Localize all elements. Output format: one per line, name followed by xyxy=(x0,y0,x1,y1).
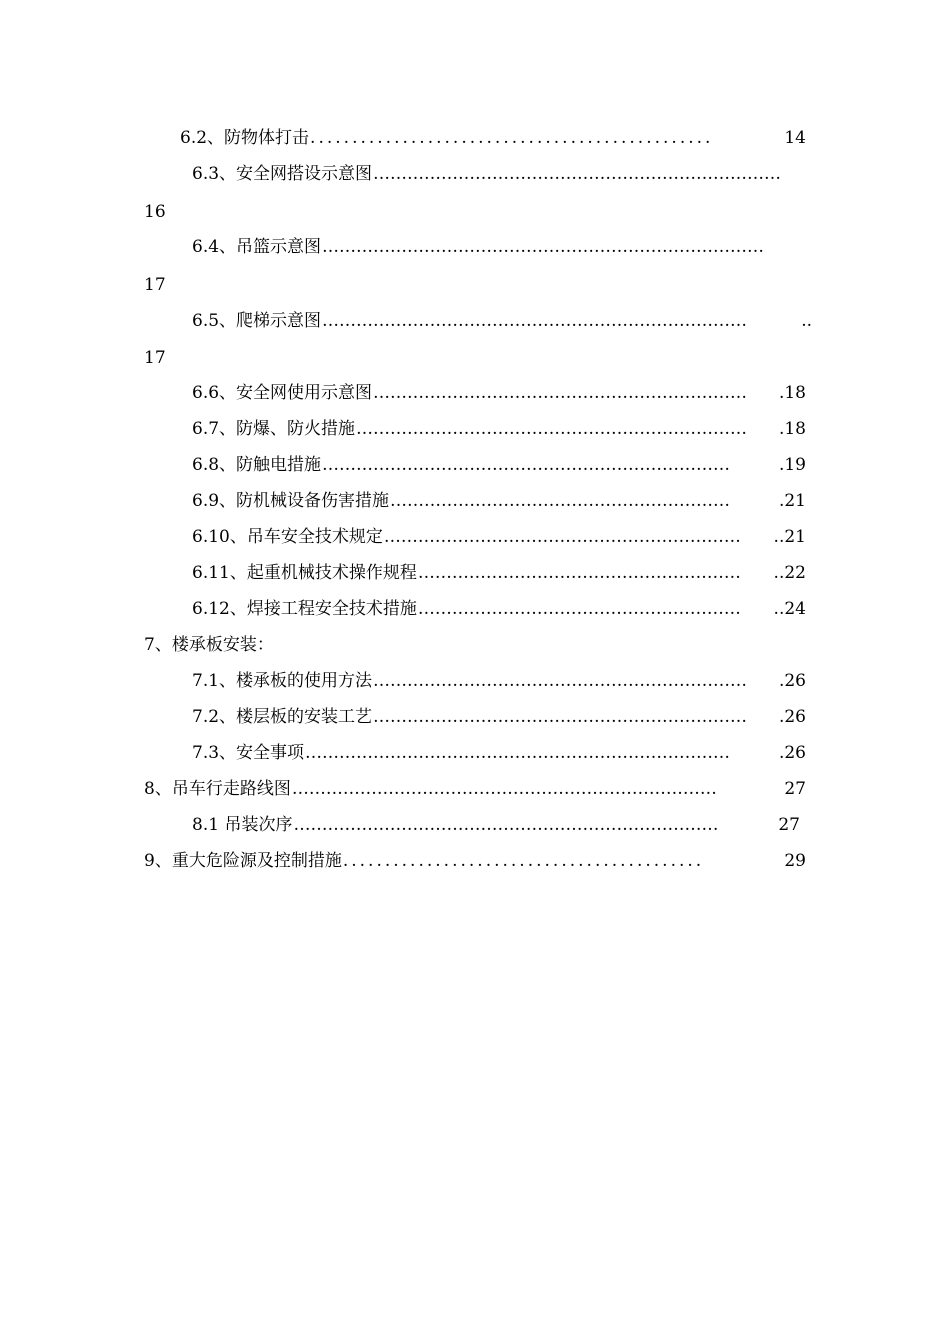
toc-leader: ………………………………………………… xyxy=(417,563,741,583)
toc-page-number: 14 xyxy=(784,128,806,148)
toc-title: 6.12、焊接工程安全技术措施 xyxy=(192,599,417,619)
toc-entry[interactable] xyxy=(192,670,806,692)
toc-title: 6.10、吊车安全技术规定 xyxy=(192,527,383,547)
toc-entry[interactable] xyxy=(144,778,806,800)
toc-entry[interactable] xyxy=(192,814,800,836)
toc-section-heading[interactable]: 7、楼承板安装： xyxy=(144,635,274,655)
toc-title: 6.5、爬梯示意图 xyxy=(192,311,322,331)
toc-entry[interactable] xyxy=(192,490,806,512)
toc-entry[interactable] xyxy=(192,418,806,440)
toc-leader: ……………………………………………………………… xyxy=(322,455,731,475)
toc-title: 6.4、吊篮示意图 xyxy=(192,237,322,257)
toc-title: 6.7、防爆、防火措施 xyxy=(192,419,356,439)
toc-entry[interactable] xyxy=(192,598,806,620)
toc-leader: ………………………………………………………… xyxy=(373,383,748,403)
toc-leader: ……………………………………………………………… xyxy=(373,164,782,184)
toc-leader: …………………………………………………………… xyxy=(356,419,748,439)
toc-title: 6.6、安全网使用示意图 xyxy=(192,383,373,403)
toc-page-number: .26 xyxy=(778,743,806,763)
toc-title: 7.1、楼承板的使用方法 xyxy=(192,671,373,691)
toc-leader: ………………………………………………… xyxy=(417,599,741,619)
toc-page-number: ..21 xyxy=(773,527,806,547)
toc-entry[interactable] xyxy=(192,526,806,548)
toc-leader: ………………………………………………………………… xyxy=(305,743,731,763)
toc-leader: ………………………………………………………………… xyxy=(293,815,719,835)
toc-leader: …………………………………………………… xyxy=(390,491,731,511)
toc-leader: ………………………………………………………………… xyxy=(291,779,717,799)
toc-page-number: .21 xyxy=(778,491,806,511)
toc-page-number: .26 xyxy=(778,707,806,727)
toc-leader: ……………………………………………………… xyxy=(383,527,741,547)
toc-page-number: ..22 xyxy=(773,563,806,583)
toc-title: 8、吊车行走路线图 xyxy=(144,779,291,799)
toc-page-number: .. xyxy=(801,311,812,331)
toc-page-number: 27 xyxy=(778,815,800,835)
toc-leader: ………………………………………………………… xyxy=(373,707,748,727)
toc-page-number: .18 xyxy=(778,419,806,439)
toc-entry[interactable] xyxy=(144,850,806,872)
toc-leader: ………………………………………………………………… xyxy=(322,311,748,331)
toc-page-number: .18 xyxy=(778,383,806,403)
toc-page-number: 17 xyxy=(144,348,166,368)
toc-title: 6.3、安全网搭设示意图 xyxy=(192,164,373,184)
toc-entry[interactable] xyxy=(192,382,806,404)
toc-title: 9、重大危险源及控制措施 xyxy=(144,851,342,871)
toc-page-number: .26 xyxy=(778,671,806,691)
toc-entry[interactable] xyxy=(180,127,806,149)
toc-page-number: 29 xyxy=(784,851,806,871)
toc-entry[interactable] xyxy=(192,562,806,584)
toc-page-number: ..24 xyxy=(773,599,806,619)
toc-entry[interactable] xyxy=(192,706,806,728)
toc-entry[interactable] xyxy=(192,163,806,185)
toc-title: 7.3、安全事项 xyxy=(192,743,305,763)
toc-title: 8.1 吊装次序 xyxy=(192,815,293,835)
toc-entry[interactable] xyxy=(192,310,812,332)
toc-leader: …………………………………………………………………… xyxy=(322,237,765,257)
toc-title: 6.11、起重机械技术操作规程 xyxy=(192,563,417,583)
toc-page-number: 17 xyxy=(144,275,166,295)
toc-title: 7.2、楼层板的安装工艺 xyxy=(192,707,373,727)
toc-entry[interactable] xyxy=(192,454,806,476)
toc-entry[interactable] xyxy=(192,236,806,258)
toc-title: 6.8、防触电措施 xyxy=(192,455,322,475)
toc-entry[interactable] xyxy=(192,742,806,764)
toc-leader: ………………………………………………………… xyxy=(373,671,748,691)
toc-page-number: .19 xyxy=(778,455,806,475)
toc-leader: ................................................ xyxy=(310,128,714,148)
toc-page-number: 16 xyxy=(144,202,166,222)
toc-title: 6.9、防机械设备伤害措施 xyxy=(192,491,390,511)
toc-title: 6.2、防物体打击 xyxy=(180,128,310,148)
toc-page-number: 27 xyxy=(784,779,806,799)
toc-leader: ........................................... xyxy=(342,851,705,871)
